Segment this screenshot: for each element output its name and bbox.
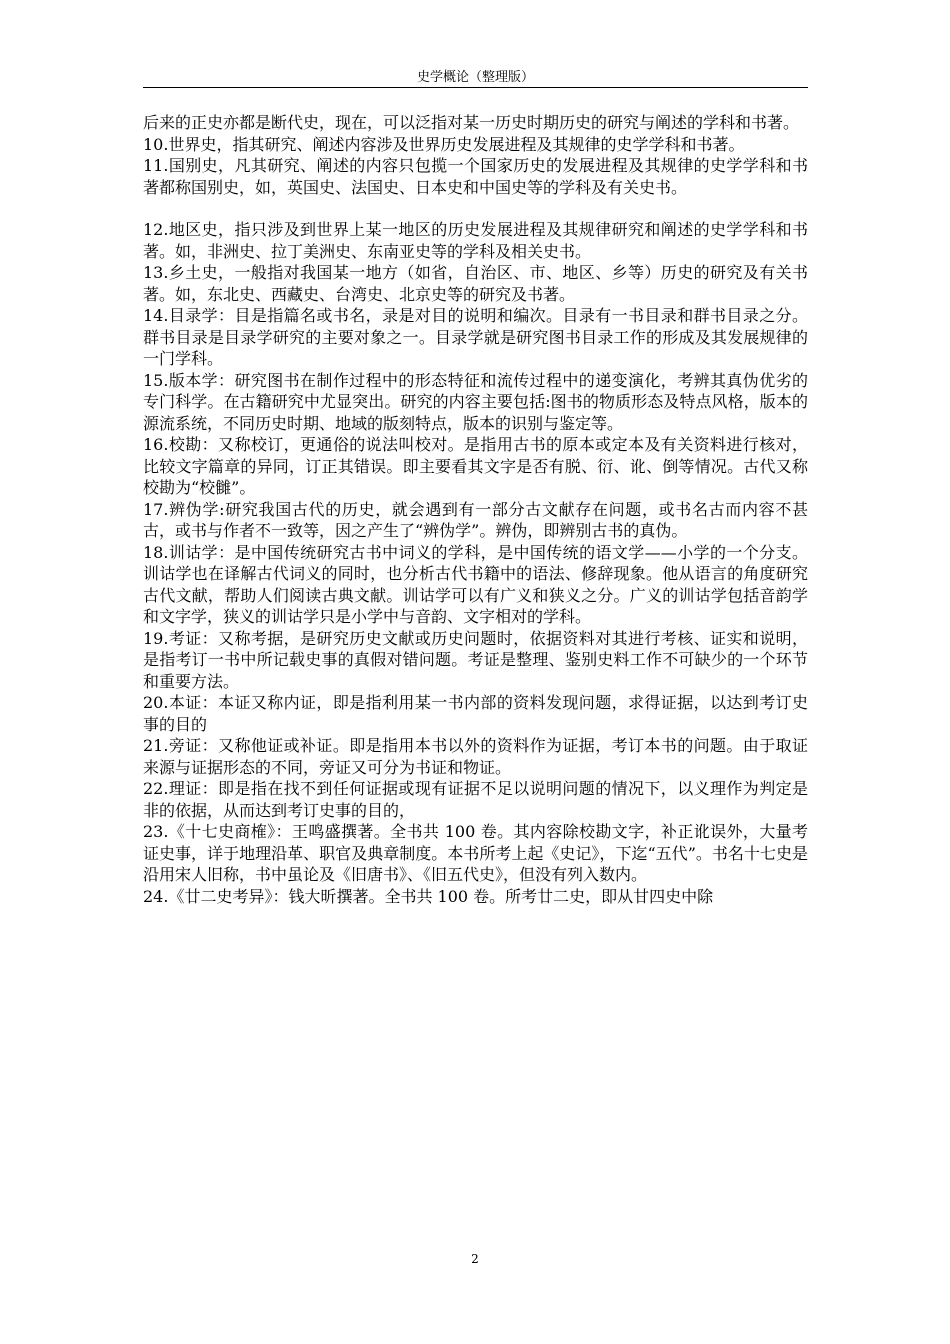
paragraph: 13.乡土史，一般指对我国某一地方（如省，自治区、市、地区、乡等）历史的研究及有关书著。如，东北史、西藏史、台湾史、北京史等的研究及书著。 <box>143 263 808 304</box>
paragraph: 20.本证：本证又称内证，即是指利用某一书内部的资料发现问题，求得证据，以达到考订史事的目的 <box>143 693 808 734</box>
paragraph: 17.辨伪学:研究我国古代的历史，就会遇到有一部分古文献存在问题，或书名古而内容不甚古，或书与作者不一致等，因之产生了“辨伪学”。辨伪，即辨别古书的真伪。 <box>143 499 808 540</box>
paragraph: 11.国别史，凡其研究、阐述的内容只包揽一个国家历史的发展进程及其规律的史学学科和书著都称国别史，如，英国史、法国史、日本史和中国史等的学科及有关史书。 <box>143 156 808 197</box>
paragraph: 10.世界史，指其研究、阐述内容涉及世界历史发展进程及其规律的史学学科和书著。 <box>143 134 745 154</box>
paragraph: 24.《廿二史考异》：钱大昕撰著。全书共 100 卷。所考廿二史，即从甘四史中除 <box>143 886 714 906</box>
document-body <box>143 112 808 907</box>
paragraph: 19.考证：又称考据，是研究历史文献或历史问题时，依据资料对其进行考核、证实和说明，是指考订一书中所记载史事的真假对错问题。考证是整理、鉴别史料工作不可缺少的一个环节和重要方法。 <box>143 628 808 691</box>
paragraph: 14.目录学：目是指篇名或书名，录是对目的说明和编次。目录有一书目录和群书目录之分。群书目录是目录学研究的主要对象之一。目录学就是研究图书目录工作的形成及其发展规律的一门学科。 <box>143 306 808 368</box>
paragraph: 15.版本学：研究图书在制作过程中的形态特征和流传过程中的递变演化，考辨其真伪优劣的专门科学。在古籍研究中尤显突出。研究的内容主要包括:图书的物质形态及特点风格，版本的源流系统，不同历史时期、地域的版刻特点，版本的识别与鉴定等。 <box>143 370 808 433</box>
paragraph: 12.地区史，指只涉及到世界上某一地区的历史发展进程及其规律研究和阐述的史学学科和书著。如，非洲史、拉丁美洲史、东南亚史等的学科及相关史书。 <box>143 220 808 261</box>
blank-line <box>143 198 808 219</box>
page-number: 2 <box>471 1252 479 1266</box>
paragraph: 16.校勘：又称校订，更通俗的说法叫校对。是指用古书的原本或定本及有关资料进行核对，比较文字篇章的异同，订正其错误。即主要看其文字是否有脱、衍、讹、倒等情况。古代又称校勘为“校雠”。 <box>143 435 808 497</box>
paragraph: 22.理证：即是指在找不到任何证据或现有证据不足以说明问题的情况下，以义理作为判定是非的依据，从而达到考订史事的目的， <box>143 779 808 820</box>
header-divider <box>143 87 808 88</box>
paragraph: 21.旁证：又称他证或补证。即是指用本书以外的资料作为证据，考订本书的问题。由于取证来源与证据形态的不同，旁证又可分为书证和物证。 <box>143 736 808 777</box>
paragraph: 23.《十七史商榷》：王鸣盛撰著。全书共 100 卷。其内容除校勘文字，补正讹误外，大量考证史事，详于地理沿革、职官及典章制度。本书所考上起《史记》，下迄“五代”。书名十七史是沿用宋人旧称，书中虽论及《旧唐书》、《旧五代史》，但没有列入数内。 <box>143 822 808 884</box>
page-header-title: 史学概论（整理版） <box>416 70 534 85</box>
paragraph: 18.训诂学：是中国传统研究古书中词义的学科，是中国传统的语文学——小学的一个分支。训诂学也在译解古代词义的同时，也分析古代书籍中的语法、修辞现象。他从语言的角度研究古代文献，帮助人们阅读古典文献。训诂学可以有广义和狭义之分。广义的训诂学包括音韵学和文字学，狭义的训诂学只是小学中与音韵、文字相对的学科。 <box>143 542 808 626</box>
paragraph: 后来的正史亦都是断代史，现在，可以泛指对某一历史时期历史的研究与阐述的学科和书著。 <box>143 113 800 132</box>
